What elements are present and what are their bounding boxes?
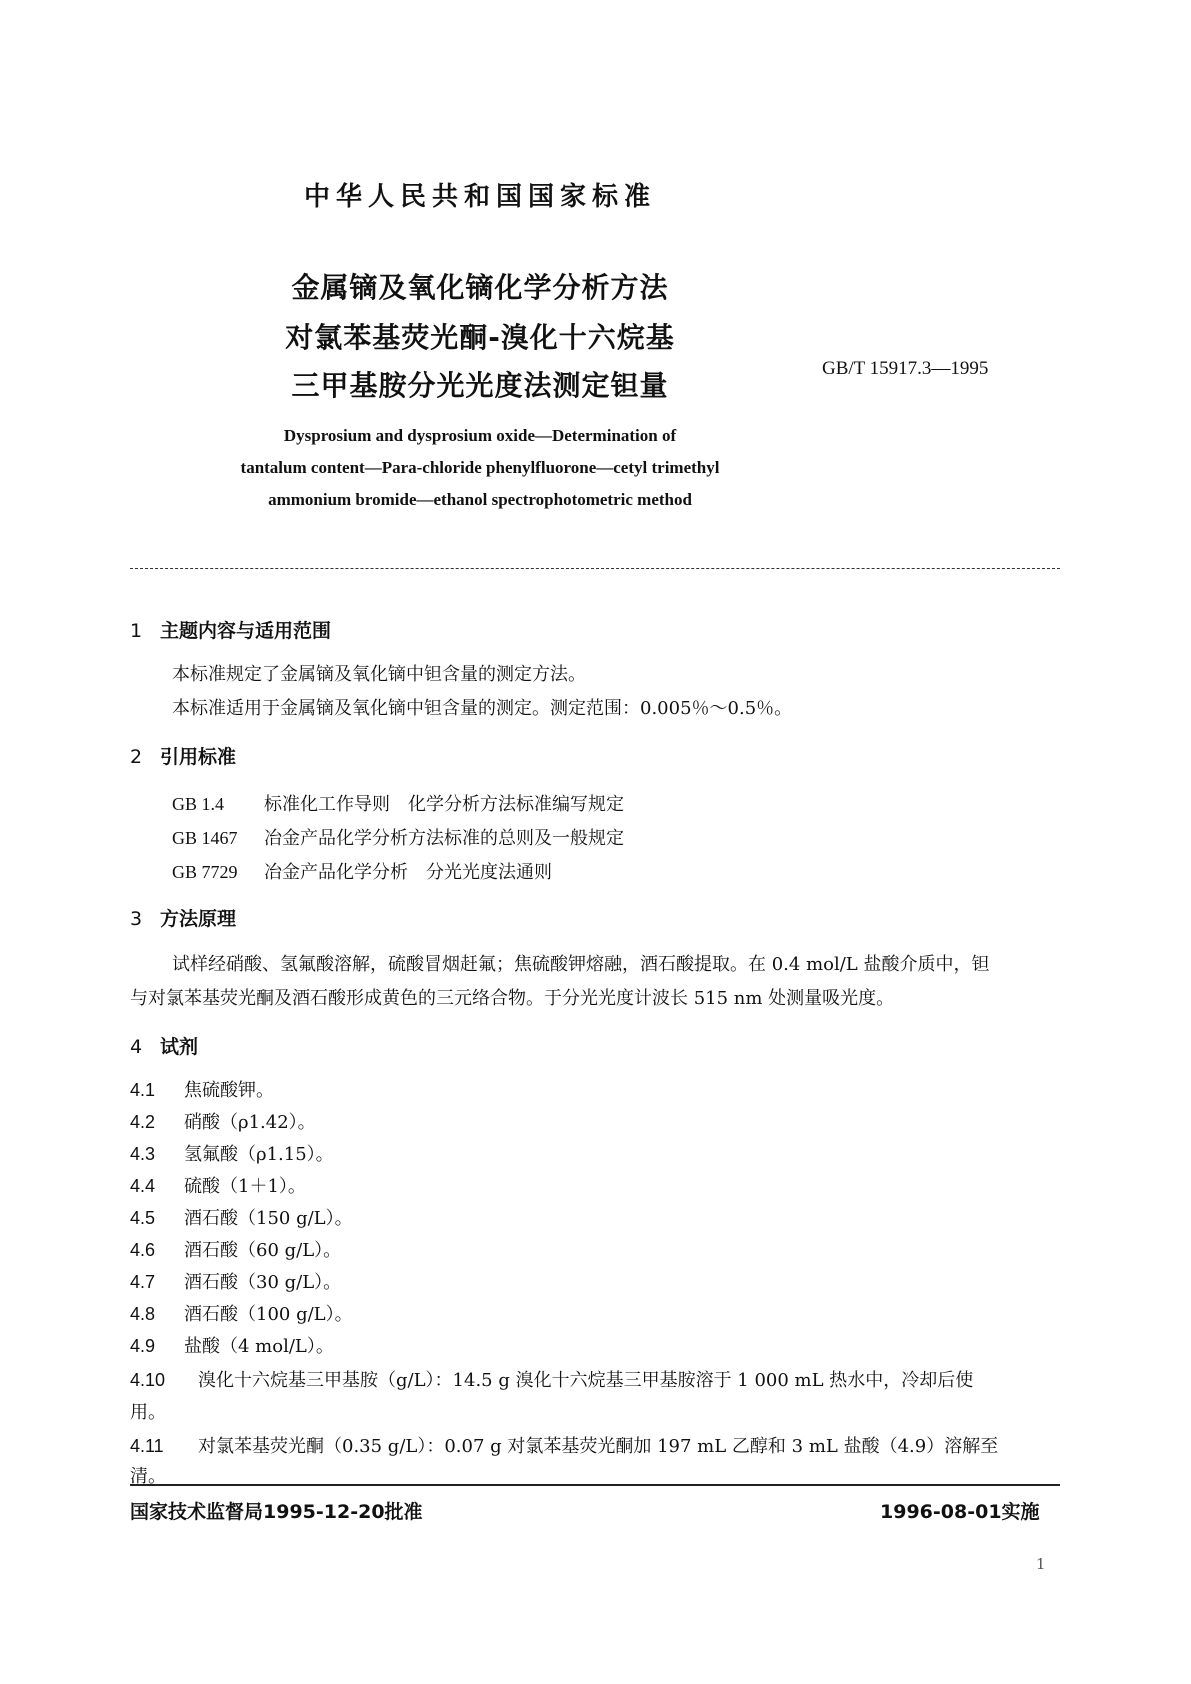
reagent-item <box>130 1108 316 1134</box>
reagent-item <box>130 1332 334 1358</box>
reagent-number: 4.4 <box>130 1176 156 1196</box>
reagent-number: 4.9 <box>130 1336 156 1356</box>
section-title: 主题内容与适用范围 <box>160 620 332 642</box>
standard-number: GB/T 15917.3—1995 <box>822 358 989 379</box>
footer-divider <box>130 1484 1060 1486</box>
reagent-continuation: 清。 <box>130 1466 166 1487</box>
reagent-text: 酒石酸（60 g/L）。 <box>184 1240 342 1261</box>
reagent-number: 4.11 <box>130 1436 164 1456</box>
reagent-text: 焦硫酸钾。 <box>184 1080 274 1101</box>
chinese-title-line-2: 对氯苯基荧光酮-溴化十六烷基 <box>285 321 675 354</box>
section-number: 2 <box>130 746 143 768</box>
reference-code: GB 1.4 <box>172 794 225 814</box>
reagent-item <box>130 1432 998 1458</box>
reagent-number: 4.1 <box>130 1080 156 1100</box>
reagent-item <box>130 1076 274 1102</box>
chinese-title-line-1: 金属镝及氧化镝化学分析方法 <box>291 271 669 304</box>
section-title: 方法原理 <box>160 908 237 930</box>
reference-title: 冶金产品化学分析方法标准的总则及一般规定 <box>264 828 624 849</box>
reagent-number: 4.7 <box>130 1272 156 1292</box>
reagent-item <box>130 1300 353 1326</box>
reference-code: GB 7729 <box>172 862 238 882</box>
reagent-text: 溴化十六烷基三甲基胺（g/L）：14.5 g 溴化十六烷基三甲基胺溶于 1 000 mL 热水中，冷却后使 <box>198 1370 974 1391</box>
reagent-text: 硝酸（ρ1.42）。 <box>184 1112 316 1133</box>
reference-item <box>172 790 624 816</box>
reagent-number: 4.5 <box>130 1208 156 1228</box>
english-title-line-3: ammonium bromide—ethanol spectrophotometric method <box>268 490 692 509</box>
section-2-heading <box>130 742 236 769</box>
reference-item <box>172 858 552 884</box>
section-1-paragraph-2: 本标准适用于金属镝及氧化镝中钽含量的测定。测定范围：0.005％～0.5％。 <box>172 698 793 719</box>
reagent-text: 氢氟酸（ρ1.15）。 <box>184 1144 334 1165</box>
reagent-text: 硫酸（1＋1）。 <box>184 1176 306 1197</box>
reagent-number: 4.10 <box>130 1370 166 1390</box>
reagent-text: 盐酸（4 mol/L）。 <box>184 1336 334 1357</box>
reagent-text: 对氯苯基荧光酮（0.35 g/L）：0.07 g 对氯苯基荧光酮加 197 mL 乙醇和 3 mL 盐酸（4.9）溶解至 <box>198 1436 999 1457</box>
english-title-line-2: tantalum content—Para-chloride phenylfluorone—cetyl trimethyl <box>240 458 720 477</box>
reference-item <box>172 824 624 850</box>
reagent-item <box>130 1204 353 1230</box>
section-number: 1 <box>130 620 143 642</box>
reference-code: GB 1467 <box>172 828 238 848</box>
reagent-number: 4.8 <box>130 1304 156 1324</box>
reagent-continuation: 用。 <box>130 1402 166 1423</box>
national-standard-header: 中华人民共和国国家标准 <box>303 182 656 212</box>
section-title: 引用标准 <box>160 746 237 768</box>
reagent-number: 4.2 <box>130 1112 156 1132</box>
reagent-item <box>130 1268 341 1294</box>
section-1-paragraph-1: 本标准规定了金属镝及氧化镝中钽含量的测定方法。 <box>172 664 586 685</box>
chinese-title-line-3: 三甲基胺分光光度法测定钽量 <box>291 369 669 402</box>
reagent-text: 酒石酸（150 g/L）。 <box>184 1208 353 1229</box>
reagent-text: 酒石酸（30 g/L）。 <box>184 1272 342 1293</box>
reagent-item <box>130 1172 306 1198</box>
section-3-text-line-1: 试样经硝酸、氢氟酸溶解，硫酸冒烟赶氟；焦硫酸钾熔融，酒石酸提取。在 0.4 mol/L 盐酸介质中，钽 <box>172 954 990 975</box>
section-1-heading <box>130 616 331 643</box>
section-4-heading <box>130 1032 198 1059</box>
effective-date: 1996-08-01实施 <box>880 1501 1040 1523</box>
section-title: 试剂 <box>160 1036 199 1058</box>
approval-date: 国家技术监督局1995-12-20批准 <box>130 1501 423 1523</box>
reagent-item <box>130 1366 973 1392</box>
reagent-number: 4.6 <box>130 1240 156 1260</box>
reagent-number: 4.3 <box>130 1144 156 1164</box>
reference-title: 冶金产品化学分析 分光光度法通则 <box>264 862 552 883</box>
reagent-text: 酒石酸（100 g/L）。 <box>184 1304 353 1325</box>
section-3-heading <box>130 904 236 931</box>
section-number: 4 <box>130 1036 143 1058</box>
section-3-text-line-2: 与对氯苯基荧光酮及酒石酸形成黄色的三元络合物。于分光光度计波长 515 nm 处测量吸光度。 <box>130 988 895 1009</box>
page-number: 1 <box>1036 1555 1046 1573</box>
reagent-item <box>130 1140 334 1166</box>
reference-title: 标准化工作导则 化学分析方法标准编写规定 <box>264 794 624 815</box>
section-number: 3 <box>130 908 143 930</box>
reagent-item <box>130 1236 341 1262</box>
header-divider <box>130 568 1060 569</box>
english-title-line-1: Dysprosium and dysprosium oxide—Determination of <box>283 426 677 445</box>
